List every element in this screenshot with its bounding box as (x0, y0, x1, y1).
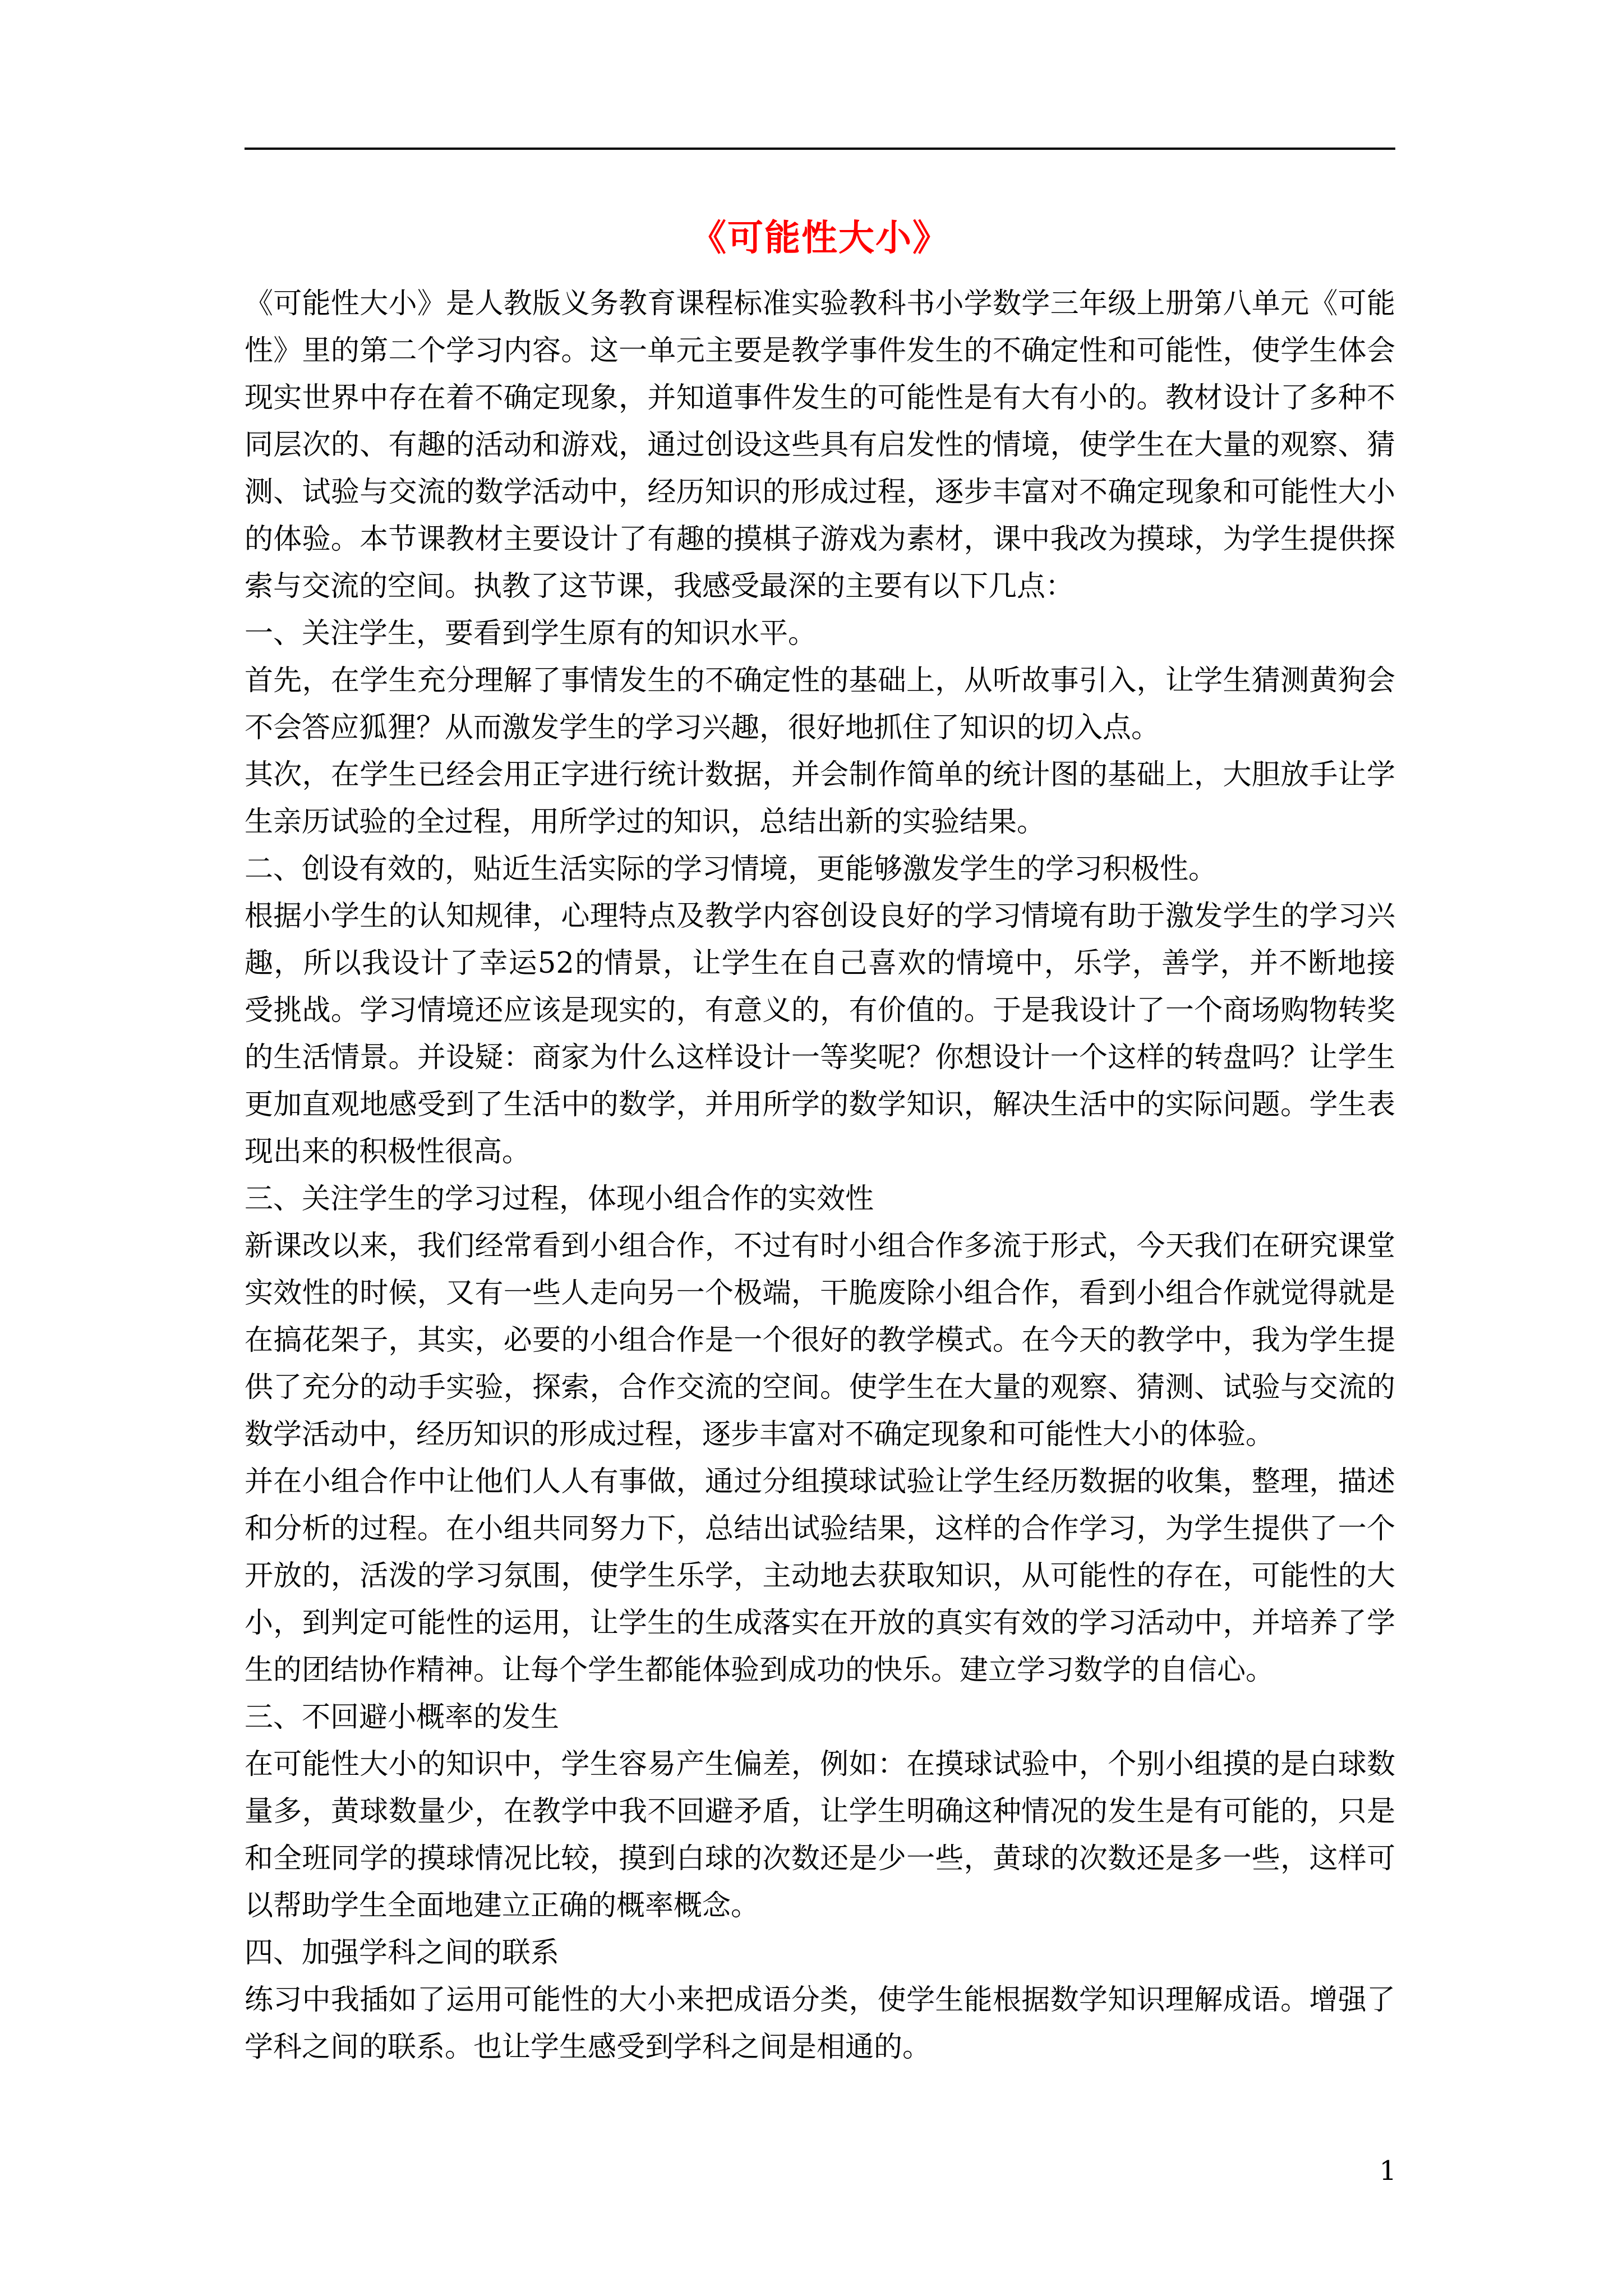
page-number: 1 (1379, 2155, 1396, 2187)
paragraph: 根据小学生的认知规律，心理特点及教学内容创设良好的学习情境有助于激发学生的学习兴趣，所以我设计了幸运52的情景，让学生在自己喜欢的情境中，乐学，善学，并不断地接受挑战。学习情境还应该是现实的，有意义的，有价值的。于是我设计了一个商场购物转奖的生活情景。并设疑：商家为什么这样设计一等奖呢？你想设计一个这样的转盘吗？让学生更加直观地感受到了生活中的数学，并用所学的数学知识，解决生活中的实际问题。学生表现出来的积极性很高。 (245, 900, 1395, 1168)
section-heading-1: 一、关注学生，要看到学生原有的知识水平。 (245, 617, 817, 650)
paragraph: 其次，在学生已经会用正字进行统计数据，并会制作简单的统计图的基础上，大胆放手让学生亲历试验的全过程，用所学过的知识，总结出新的实验结果。 (245, 758, 1395, 839)
section-heading-3b: 三、不回避小概率的发生 (245, 1701, 560, 1734)
paragraph: 练习中我插如了运用可能性的大小来把成语分类，使学生能根据数学知识理解成语。增强了学科之间的联系。也让学生感受到学科之间是相通的。 (245, 1984, 1395, 2064)
document-body (245, 280, 1395, 2071)
paragraph: 首先，在学生充分理解了事情发生的不确定性的基础上，从听故事引入，让学生猜测黄狗会不会答应狐狸？从而激发学生的学习兴趣，很好地抓住了知识的切入点。 (245, 664, 1395, 744)
paragraph: 新课改以来，我们经常看到小组合作，不过有时小组合作多流于形式，今天我们在研究课堂实效性的时候，又有一些人走向另一个极端，干脆废除小组合作，看到小组合作就觉得就是在搞花架子，其实，必要的小组合作是一个很好的教学模式。在今天的教学中，我为学生提供了充分的动手实验，探索，合作交流的空间。使学生在大量的观察、猜测、试验与交流的数学活动中，经历知识的形成过程，逐步丰富对不确定现象和可能性大小的体验。 (245, 1230, 1395, 1451)
paragraph: 并在小组合作中让他们人人有事做，通过分组摸球试验让学生经历数据的收集，整理，描述和分析的过程。在小组共同努力下，总结出试验结果，这样的合作学习，为学生提供了一个开放的，活泼的学习氛围，使学生乐学，主动地去获取知识，从可能性的存在，可能性的大小，到判定可能性的运用，让学生的生成落实在开放的真实有效的学习活动中，并培养了学生的团结协作精神。让每个学生都能体验到成功的快乐。建立学习数学的自信心。 (245, 1465, 1395, 1687)
header-rule (245, 148, 1395, 150)
section-heading-4: 四、加强学科之间的联系 (245, 1936, 560, 1970)
document-title: 《可能性大小》 (690, 217, 949, 259)
paragraph-intro: 《可能性大小》是人教版义务教育课程标准实验教科书小学数学三年级上册第八单元《可能性》里的第二个学习内容。这一单元主要是教学事件发生的不确定性和可能性，使学生体会现实世界中存在着不确定现象，并知道事件发生的可能性是有大有小的。教材设计了多种不同层次的、有趣的活动和游戏，通过创设这些具有启发性的情境，使学生在大量的观察、猜测、试验与交流的数学活动中，经历知识的形成过程，逐步丰富对不确定现象和可能性大小的体验。本节课教材主要设计了有趣的摸棋子游戏为素材，课中我改为摸球，为学生提供探索与交流的空间。执教了这节课，我感受最深的主要有以下几点： (245, 287, 1395, 603)
section-heading-3: 三、关注学生的学习过程，体现小组合作的实效性 (245, 1182, 874, 1216)
paragraph: 在可能性大小的知识中，学生容易产生偏差，例如：在摸球试验中，个别小组摸的是白球数量多，黄球数量少，在教学中我不回避矛盾，让学生明确这种情况的发生是有可能的，只是和全班同学的摸球情况比较，摸到白球的次数还是少一些，黄球的次数还是多一些，这样可以帮助学生全面地建立正确的概率概念。 (245, 1748, 1395, 1922)
section-heading-2: 二、创设有效的，贴近生活实际的学习情境，更能够激发学生的学习积极性。 (245, 853, 1218, 886)
